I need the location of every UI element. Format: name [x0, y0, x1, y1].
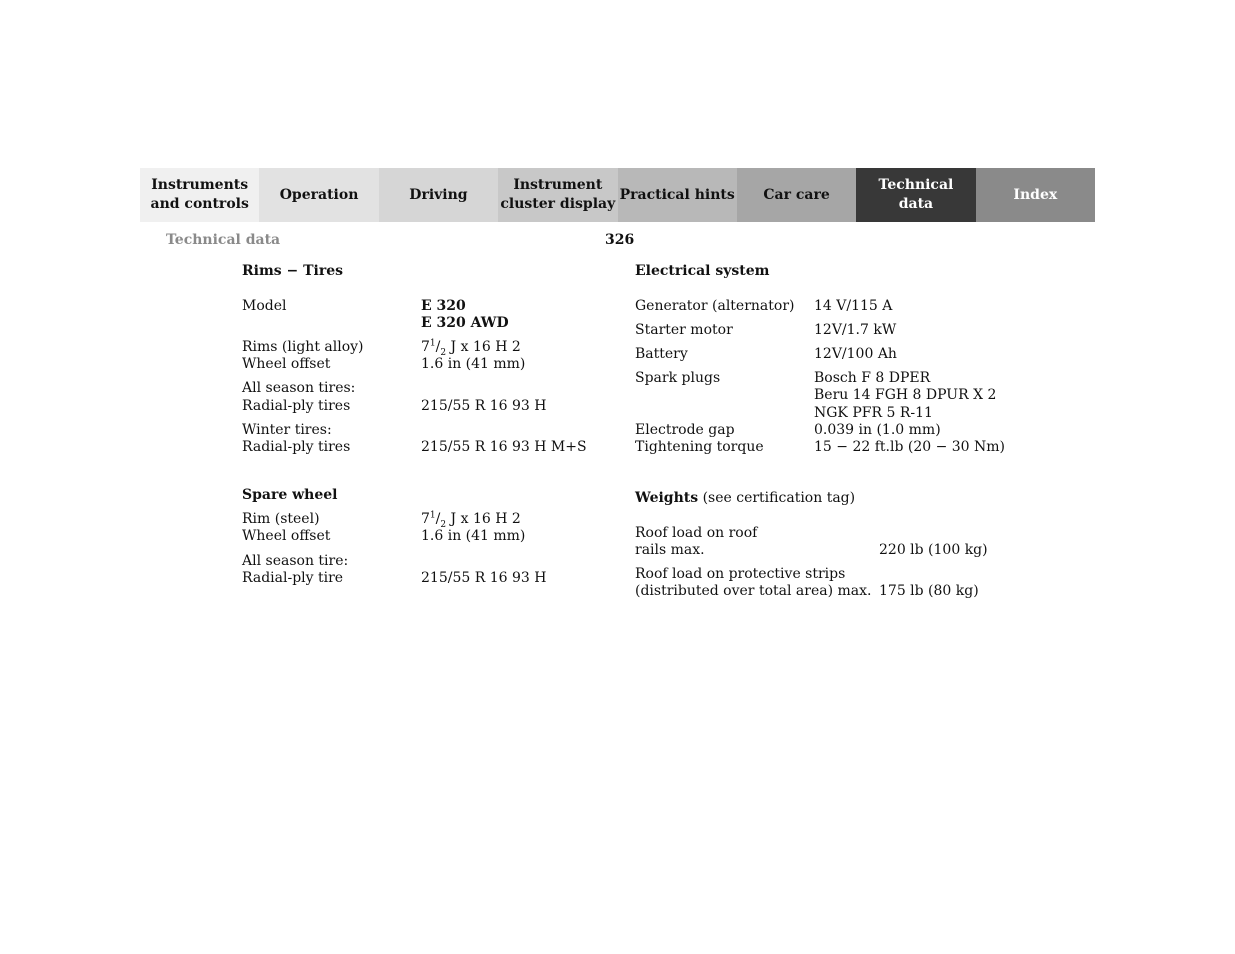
battery-value: 12V/100 Ah — [814, 346, 897, 362]
rims-label: Rims (light alloy) — [242, 339, 364, 355]
spark-plug-value-2: Beru 14 FGH 8 DPUR X 2 — [814, 387, 997, 403]
model-value-1: E 320 — [421, 298, 466, 314]
starter-value: 12V/1.7 kW — [814, 322, 897, 338]
nav-tab-bar — [140, 168, 1095, 222]
spare-offset-value: 1.6 in (41 mm) — [421, 528, 526, 544]
tab-index[interactable]: Index — [976, 168, 1095, 222]
all-season-tires-label: All season tires: — [242, 380, 356, 396]
radial-ply-label-1: Radial-ply tires — [242, 398, 351, 414]
roof-strips-label-2: (distributed over total area) max. — [635, 583, 872, 599]
wheel-offset-value: 1.6 in (41 mm) — [421, 356, 526, 372]
roof-strips-value: 175 lb (80 kg) — [879, 583, 979, 599]
generator-value: 14 V/115 A — [814, 298, 893, 314]
spare-offset-label: Wheel offset — [242, 528, 331, 544]
tab-driving[interactable]: Driving — [379, 168, 498, 222]
wheel-offset-label: Wheel offset — [242, 356, 331, 372]
tab-instruments-and-controls[interactable]: Instruments and controls — [140, 168, 259, 222]
model-label: Model — [242, 298, 287, 314]
spare-rim-value: $7^1/_2$ J x 16 H 2 — [421, 510, 521, 530]
spark-plug-value-1: Bosch F 8 DPER — [814, 370, 931, 386]
radial-ply-value-1: 215/55 R 16 93 H — [421, 398, 547, 414]
roof-strips-label-1: Roof load on protective strips — [635, 566, 846, 582]
electrical-system-heading: Electrical system — [635, 263, 770, 279]
rims-value: $7^1/_2$ J x 16 H 2 — [421, 338, 521, 358]
weights-heading: Weights (see certification tag) — [635, 490, 856, 506]
tab-car-care[interactable]: Car care — [737, 168, 856, 222]
section-title: Technical data — [166, 232, 281, 248]
spark-plugs-label: Spark plugs — [635, 370, 721, 386]
starter-label: Starter motor — [635, 322, 733, 338]
radial-ply-label-2: Radial-ply tires — [242, 439, 351, 455]
spark-plug-value-3: NGK PFR 5 R-11 — [814, 405, 933, 421]
rims-tires-heading: Rims − Tires — [242, 263, 344, 279]
spare-wheel-heading: Spare wheel — [242, 487, 338, 503]
tab-instrument-cluster-display[interactable]: Instrument cluster display — [498, 168, 617, 222]
tab-operation[interactable]: Operation — [259, 168, 378, 222]
tightening-torque-label: Tightening torque — [635, 439, 764, 455]
winter-tires-label: Winter tires: — [242, 422, 332, 438]
tightening-torque-value: 15 − 22 ft.lb (20 − 30 Nm) — [814, 439, 1006, 455]
model-value-2: E 320 AWD — [421, 315, 509, 331]
tab-practical-hints[interactable]: Practical hints — [618, 168, 737, 222]
roof-rails-value: 220 lb (100 kg) — [879, 542, 988, 558]
spare-radial-value: 215/55 R 16 93 H — [421, 570, 547, 586]
tab-technical-data[interactable]: Technical data — [856, 168, 975, 222]
generator-label: Generator (alternator) — [635, 298, 795, 314]
battery-label: Battery — [635, 346, 688, 362]
spare-rim-label: Rim (steel) — [242, 511, 320, 527]
electrode-gap-value: 0.039 in (1.0 mm) — [814, 422, 941, 438]
roof-rails-label-2: rails max. — [635, 542, 705, 558]
radial-ply-value-2: 215/55 R 16 93 H M+S — [421, 439, 587, 455]
electrode-gap-label: Electrode gap — [635, 422, 735, 438]
spare-radial-label: Radial-ply tire — [242, 570, 344, 586]
roof-rails-label-1: Roof load on roof — [635, 525, 758, 541]
page-number: 326 — [605, 232, 635, 248]
spare-all-season-label: All season tire: — [242, 553, 349, 569]
